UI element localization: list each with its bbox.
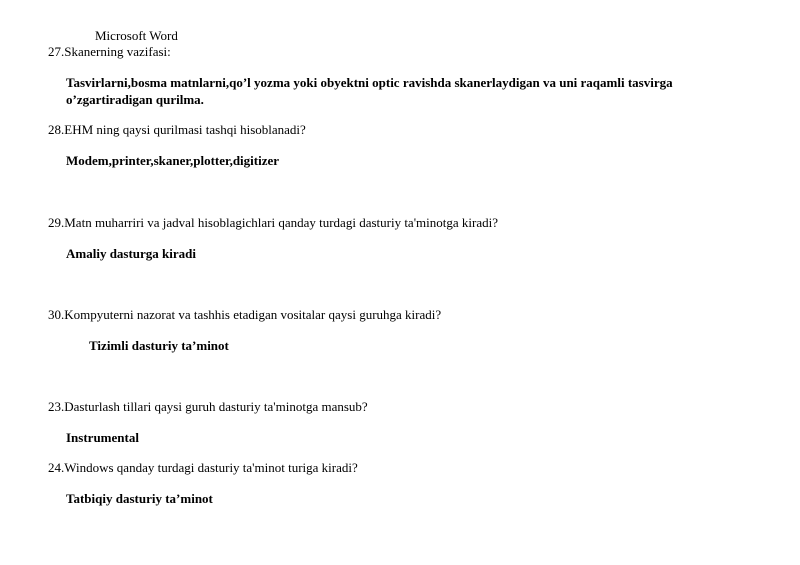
question-23: 23.Dasturlash tillari qaysi guruh dasturiy ta'minotga mansub? <box>48 399 368 414</box>
answer-23: Instrumental <box>66 430 139 445</box>
question-30: 30.Kompyuterni nazorat va tashhis etadigan vositalar qaysi guruhga kiradi? <box>48 307 442 322</box>
document-header: Microsoft Word <box>95 28 178 43</box>
answer-27-line-2: o’zgartiradigan qurilma. <box>66 92 204 107</box>
answer-24: Tatbiqiy dasturiy ta’minot <box>66 491 213 506</box>
question-29: 29.Matn muharriri va jadval hisoblagichlari qanday turdagi dasturiy ta'minotga kiradi? <box>48 215 498 230</box>
answer-27-line-1: Tasvirlarni,bosma matnlarni,qo’l yozma yoki obyektni optic ravishda skanerlaydigan va uni raqamli tasvirga <box>66 75 673 90</box>
answer-28: Modem,printer,skaner,plotter,digitizer <box>66 153 280 168</box>
answer-30: Tizimli dasturiy ta’minot <box>89 338 229 353</box>
question-28: 28.EHM ning qaysi qurilmasi tashqi hisoblanadi? <box>48 122 306 137</box>
question-24: 24.Windows qanday turdagi dasturiy ta'minot turiga kiradi? <box>48 460 358 475</box>
question-27: 27.Skanerning vazifasi: <box>48 44 171 59</box>
answer-29: Amaliy dasturga kiradi <box>66 246 197 261</box>
